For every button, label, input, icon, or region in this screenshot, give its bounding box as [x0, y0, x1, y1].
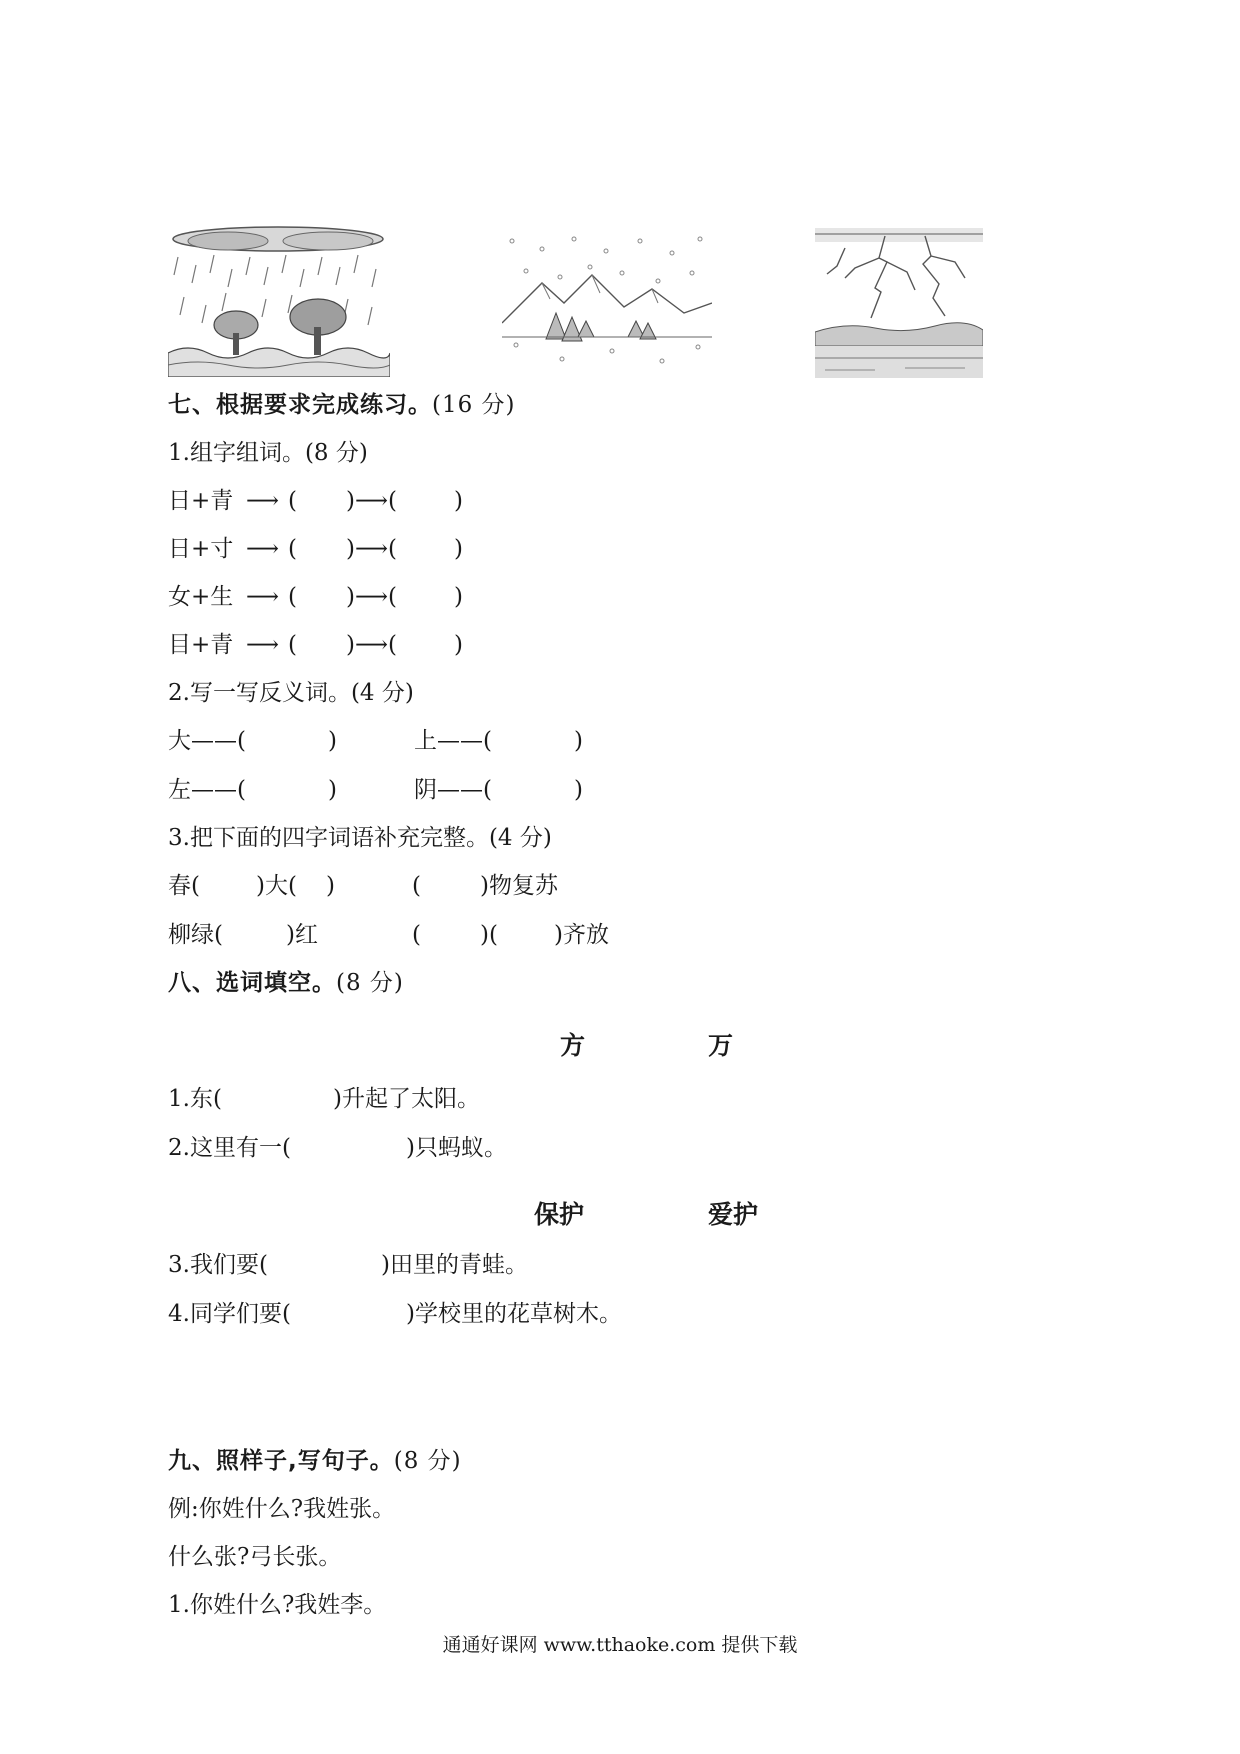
q7-1-row — [168, 582, 463, 612]
q8-1-end: )升起了太阳。 — [333, 1086, 480, 1112]
q8-3-start: 3.我们要( — [168, 1252, 268, 1278]
idiom-b: )大( — [256, 873, 297, 899]
antonym-right-close: ) — [574, 777, 583, 803]
antonym-left: 左——( — [168, 777, 246, 803]
section-7-heading — [168, 390, 516, 420]
mid-paren: )⟶( — [346, 536, 397, 562]
section-8-score: (8 分) — [336, 970, 404, 996]
q9-1: 1.你姓什么?我姓李。 — [168, 1592, 387, 1618]
q7-3-title: 3.把下面的四字词语补充完整。(4 分) — [168, 825, 552, 851]
antonym-row — [168, 775, 583, 805]
antonym-left-close: ) — [328, 777, 337, 803]
q7-1-row — [168, 486, 463, 516]
q8-4-end: )学校里的花草树木。 — [406, 1301, 622, 1327]
q8-2-end: )只蚂蚁。 — [406, 1135, 507, 1161]
q8-2-start: 2.这里有一( — [168, 1135, 291, 1161]
idiom-c: ) — [326, 873, 335, 899]
q8-3-end: )田里的青蛙。 — [381, 1252, 528, 1278]
q8-3 — [168, 1250, 528, 1280]
q8-2 — [168, 1133, 507, 1163]
rain-picture — [168, 225, 390, 377]
antonym-left: 大——( — [168, 728, 246, 754]
open-paren: ( — [288, 536, 297, 562]
arrow-glyph: ⟶ — [246, 632, 279, 658]
idiom-d: )( — [480, 922, 498, 948]
mid-paren: )⟶( — [346, 488, 397, 514]
idiom-d: ( — [412, 873, 421, 899]
lightning-icon — [815, 228, 983, 378]
example-line-1: 例:你姓什么?我姓张。 — [168, 1496, 396, 1522]
option-aihu: 爱护 — [708, 1200, 759, 1229]
option-baohu: 保护 — [534, 1200, 585, 1229]
q7-1-row — [168, 534, 463, 564]
char-expr: 日+青 — [168, 488, 234, 514]
q7-1-row — [168, 630, 463, 660]
idiom-e: )物复苏 — [480, 873, 558, 899]
idiom-b: )红 — [286, 922, 318, 948]
rain-icon — [168, 225, 390, 377]
q8-4-start: 4.同学们要( — [168, 1301, 291, 1327]
mid-paren: )⟶( — [346, 584, 397, 610]
idiom-c: ( — [412, 922, 421, 948]
section-8-title: 八、选词填空。 — [168, 970, 336, 996]
idiom-row-2 — [168, 920, 609, 950]
antonym-row — [168, 726, 583, 756]
option-fang: 方 — [560, 1031, 586, 1060]
antonym-right: 阴——( — [414, 777, 492, 803]
section-9-title: 九、照样子,写句子。 — [168, 1448, 394, 1474]
lightning-picture — [815, 228, 983, 378]
q7-2-title: 2.写一写反义词。(4 分) — [168, 680, 414, 706]
idiom-a: 春( — [168, 873, 200, 899]
open-paren: ( — [288, 632, 297, 658]
antonym-right: 上——( — [414, 728, 492, 754]
open-paren: ( — [288, 488, 297, 514]
close-paren: ) — [454, 584, 463, 610]
arrow-glyph: ⟶ — [246, 536, 279, 562]
mid-paren: )⟶( — [346, 632, 397, 658]
char-expr: 日+寸 — [168, 536, 234, 562]
open-paren: ( — [288, 584, 297, 610]
arrow-glyph: ⟶ — [246, 488, 279, 514]
idiom-e: )齐放 — [554, 922, 609, 948]
section-8-heading — [168, 968, 404, 998]
snow-icon — [502, 233, 712, 371]
close-paren: ) — [454, 536, 463, 562]
q8-1 — [168, 1084, 480, 1114]
section-9-heading — [168, 1446, 462, 1476]
section-7-score: (16 分) — [432, 392, 516, 418]
example-line-2: 什么张?弓长张。 — [168, 1544, 342, 1570]
close-paren: ) — [454, 632, 463, 658]
section-7-title: 七、根据要求完成练习。 — [168, 392, 432, 418]
char-expr: 目+青 — [168, 632, 234, 658]
footer-text: 通通好课网 www.tthaoke.com 提供下载 — [442, 1634, 798, 1656]
snow-picture — [502, 233, 712, 371]
q8-4 — [168, 1299, 622, 1329]
q8-1-start: 1.东( — [168, 1086, 222, 1112]
char-expr: 女+生 — [168, 584, 234, 610]
section-9-score: (8 分) — [393, 1448, 462, 1474]
q7-1-title: 1.组字组词。(8 分) — [168, 440, 368, 466]
idiom-a: 柳绿( — [168, 922, 223, 948]
idiom-row-1 — [168, 871, 558, 901]
antonym-left-close: ) — [328, 728, 337, 754]
antonym-right-close: ) — [574, 728, 583, 754]
option-wan: 万 — [708, 1031, 734, 1060]
arrow-glyph: ⟶ — [246, 584, 279, 610]
close-paren: ) — [454, 488, 463, 514]
